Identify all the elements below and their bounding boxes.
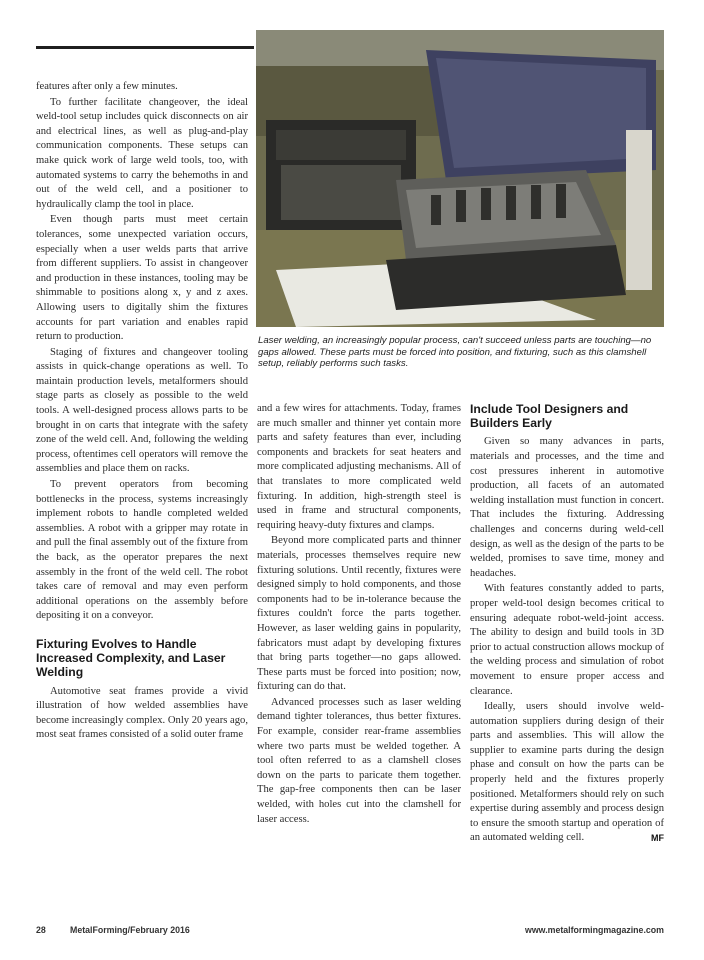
paragraph: Beyond more complicated parts and thinner materials, processes themselves require new fixturing solutions. Until recently, fixtures were designed simply to hold components, and those components had to be in-tolerance because the fixtures couldn't force the parts together. However, as laser welding gains in popularity, fabricators must adapt by developing fixtures that bring parts together—no gaps allowed. These parts must be forced into position; now, fixturing can do that. <box>257 535 461 693</box>
end-mark: MF <box>651 833 664 844</box>
article-column-3 <box>470 402 664 847</box>
article-column-2 <box>257 402 461 828</box>
article-column-1 <box>36 80 248 744</box>
paragraph: features after only a few minutes. <box>36 81 178 92</box>
paragraph: and a few wires for attachments. Today, frames are much smaller and thinner yet contain more parts and safety features than ever, including components and brackets for seat heaters and more complicated adjusting mechanisms. All of that translates to more complicated weld fixturing. In addition, high-strength steel is used in frame and structural components, requiring heavy-duty fixtures and clamps. <box>257 403 461 531</box>
paragraph: Given so many advances in parts, materials and processes, and the time and cost pressures inherent in automotive production, all facets of an automated welding installation must function in concert. That includes the fixturing. Addressing challenges and concerns during weld-cell design, as well as the design of the parts to be welded, promises to save time, money and headaches. <box>470 436 664 579</box>
paragraph: With features constantly added to parts, proper weld-tool design becomes critical to ensuring adequate robot-weld-joint access. The ability to design and build tools in 3D prior to actual construction allows mockup of the welding process and simulation of robot movement to ensure proper access and clearance. <box>470 583 664 697</box>
magazine-issue: MetalForming/February 2016 <box>70 925 190 935</box>
section-heading-fixturing: Fixturing Evolves to Handle Increased Complexity, and Laser Welding <box>36 636 226 680</box>
top-rule <box>36 46 254 49</box>
paragraph: Staging of fixtures and changeover tooling assists in quick-change operations as well. To maintain production levels, metalformers should stage parts as closely as possible to the weld tools. A well-designed process allows parts to be brought in on carts that integrate with the safety zone of the weld cell. And, following the welding process, oftentimes cell operators will remove the assemblies and place them on racks. <box>36 346 248 475</box>
paragraph-text: Ideally, users should involve weld-automation suppliers during design of their parts and assemblies. This will allow the supplier to examine parts during the design phase and consult on how the parts can be properly held and the fixtures properly positioned. Metalformers should rely on such expertise during assembly and process design to ensure the smooth startup and operation of an automated welding cell. <box>470 701 664 844</box>
page-number: 28 <box>36 925 46 935</box>
section-heading-tool-designers: Include Tool Designers and Builders Early <box>470 402 629 431</box>
paragraph: Even though parts must meet certain tolerances, some unexpected variation occurs, especially when a user welds parts that arrive from different suppliers. To assist in changeover and production in these instances, tooling may be shimmable to positions along x, y and z axes. Allowing users to digitally shim the fixtures accounts for part variation and enables rapid return to production. <box>36 214 248 343</box>
paragraph: Automotive seat frames provide a vivid illustration of how welded assemblies have become increasingly complex. Only 20 years ago, most seat frames consisted of a solid outer frame <box>36 685 248 741</box>
paragraph: Advanced processes such as laser welding demand tighter tolerances, thus better fixtures. For example, consider rear-frame assemblies where two parts must be welded together. A tool often referred to as a clamshell closes down on the parts to paricate them together. The gap-free components then can be laser welded, with holes cut into the clamshell for laser access. <box>257 696 461 825</box>
page-footer <box>36 925 664 939</box>
paragraph: To further facilitate changeover, the ideal weld-tool setup includes quick disconnects on air and electrical lines, as well as plug-and-play communication components. These setups can make quick work of large weld tools, too, with automated systems to carry the behemoths in and out of the weld cell, and a positioner to hydraulically clamp the tool in place. <box>36 96 248 210</box>
figure-photo <box>256 30 664 327</box>
paragraph <box>470 700 664 846</box>
laser-welding-machine-photo <box>256 30 664 327</box>
figure-caption: Laser welding, an increasingly popular process, can't succeed unless parts are touching—no gaps allowed. These parts must be forced into position, and fixturing, such as this clamshell setup, reliably performs such tasks. <box>258 335 652 370</box>
paragraph: To prevent operators from becoming bottlenecks in the process, systems increasingly implement robots to handle completed welded assemblies. A robot with a gripper may rotate in and pull the final assembly out of the fixture from the back, as the operator prepares the next assembly in the front of the weld cell. The robot takes care of removal and may even perform additional operations on the assembly before depositing it on a conveyor. <box>36 479 248 622</box>
magazine-url: www.metalformingmagazine.com <box>525 925 664 935</box>
